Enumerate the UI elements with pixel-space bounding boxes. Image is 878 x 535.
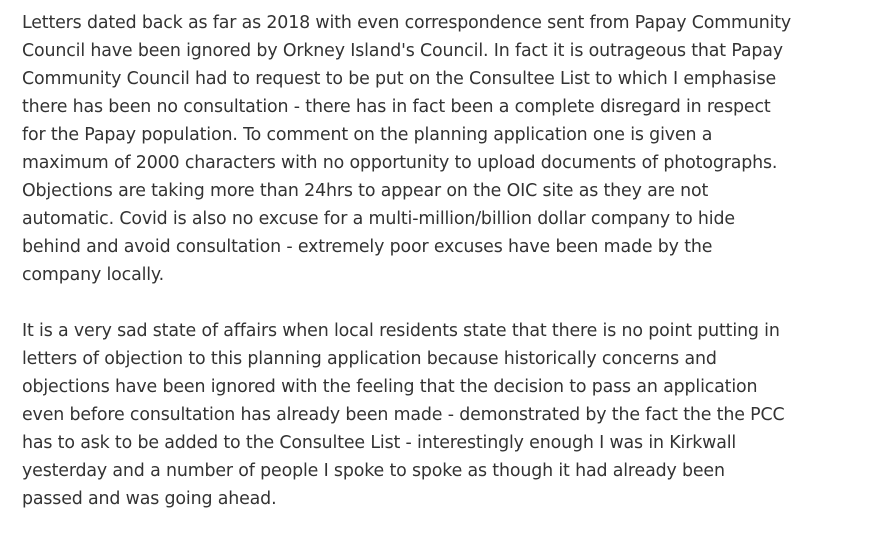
text-line: for the Papay population. To comment on the planning application one is given a <box>22 125 713 145</box>
text-line: behind and avoid consultation - extremely poor excuses have been made by the <box>22 237 713 257</box>
paragraph-2 <box>22 317 872 513</box>
text-line: letters of objection to this planning application because historically concerns and <box>22 349 717 369</box>
text-line: Community Council had to request to be put on the Consultee List to which I emphasise <box>22 69 777 89</box>
text-line: Letters dated back as far as 2018 with even correspondence sent from Papay Community <box>22 13 792 33</box>
text-line: even before consultation has already been made - demonstrated by the fact the the PCC <box>22 405 785 425</box>
document-body <box>22 9 872 513</box>
text-line: has to ask to be added to the Consultee List - interestingly enough I was in Kirkwall <box>22 433 737 453</box>
text-line: yesterday and a number of people I spoke to spoke as though it had already been <box>22 461 725 481</box>
text-line: Objections are taking more than 24hrs to appear on the OIC site as they are not <box>22 181 709 201</box>
text-line: there has been no consultation - there has in fact been a complete disregard in respect <box>22 97 771 117</box>
text-line: Council have been ignored by Orkney Island's Council. In fact it is outrageous that Papay <box>22 41 783 61</box>
text-line: objections have been ignored with the feeling that the decision to pass an application <box>22 377 758 397</box>
text-line: company locally. <box>22 265 164 285</box>
text-line: passed and was going ahead. <box>22 489 277 509</box>
text-line: maximum of 2000 characters with no opportunity to upload documents of photographs. <box>22 153 778 173</box>
text-line: automatic. Covid is also no excuse for a multi-million/billion dollar company to hide <box>22 209 735 229</box>
paragraph-1 <box>22 9 872 289</box>
text-line: It is a very sad state of affairs when local residents state that there is no point putting in <box>22 321 780 341</box>
